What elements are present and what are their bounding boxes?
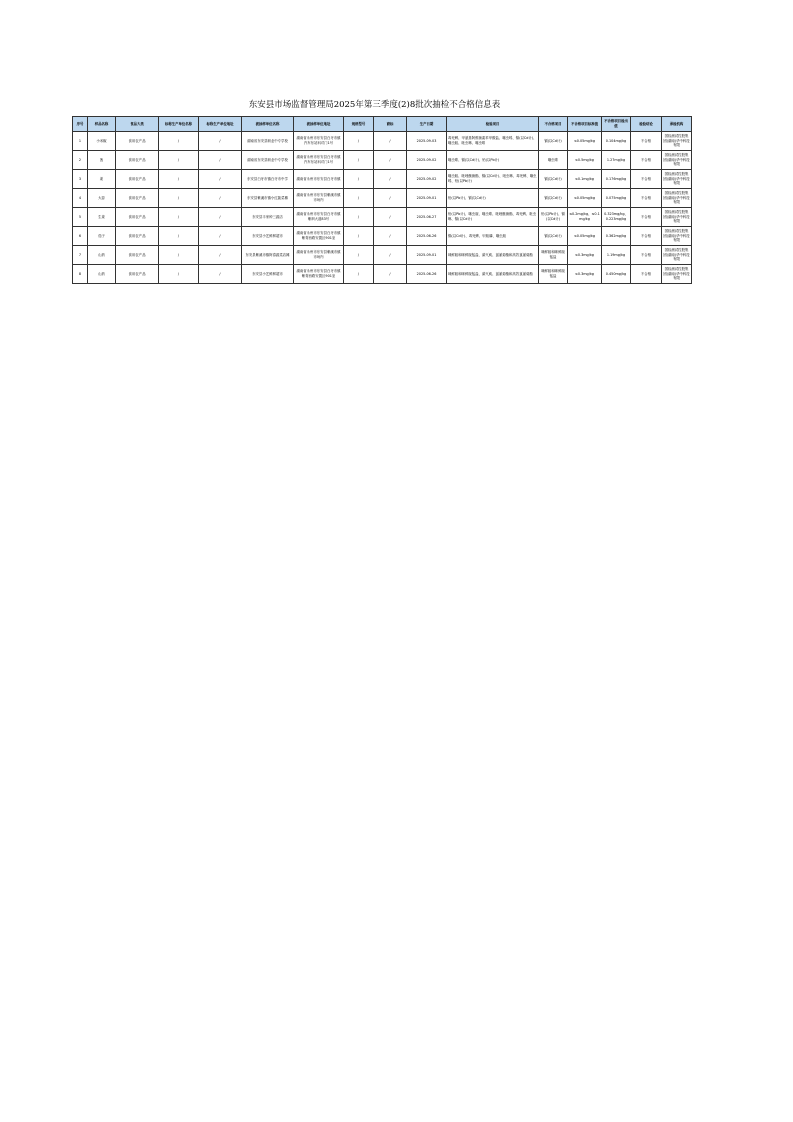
header-cell: 不合格项目标准值 <box>568 117 602 132</box>
header-cell: 标称生产单位名称 <box>159 117 199 132</box>
table-cell: / <box>344 189 374 208</box>
table-cell: ≤0.2mg/kg、≤0.1mg/kg <box>568 208 602 227</box>
table-cell: 0.450mg/kg <box>602 265 631 284</box>
table-cell: 国检测试控股集团(湖南)华中科技有限 <box>662 246 692 265</box>
table-cell: / <box>199 208 242 227</box>
table-cell: 湖南省永州市东安县白牙市镇汽车东站斜对门1号 <box>294 151 344 170</box>
table-cell: 2 <box>73 151 88 170</box>
table-cell: 葱 <box>88 151 116 170</box>
table-row <box>73 265 692 284</box>
table-row <box>73 227 692 246</box>
table-cell: 不合格 <box>631 227 662 246</box>
table-cell: 东安县白牙市镇白牙市中学 <box>242 170 294 189</box>
table-cell: 铅(以Pb计)、噻虫胺、噻虫嗪、吡唑醚菌酯、毒死蜱、吡虫啉、镉(以Cd计) <box>447 208 539 227</box>
page-title: 东安县市场监督管理局2025年第三季度(2)8批次抽检不合格信息表 <box>248 100 501 110</box>
table-cell: 1 <box>73 132 88 151</box>
table-cell: 山药 <box>88 246 116 265</box>
table-cell: 0.176mg/kg <box>602 170 631 189</box>
table-cell: 湖南省东安县职业中专学校 <box>242 151 294 170</box>
table-cell: 咪鲜胺和咪鲜胺锰盐、涕灭威、氯氰菊酯和高效氯氰菊酯 <box>447 246 539 265</box>
table-cell: 生姜 <box>88 208 116 227</box>
table-cell: 东安县紫溪市镇小红蔬菜摊 <box>242 189 294 208</box>
table-row <box>73 189 692 208</box>
table-cell: 6 <box>73 227 88 246</box>
table-cell: 咪鲜胺和咪鲜胺锰盐、涕灭威、氯氰菊酯和高效氯氰菊酯 <box>447 265 539 284</box>
table-cell: 2025-09-02 <box>407 151 447 170</box>
table-cell: 毒死蜱、甲氨基阿维菌素苯甲酸盐、噻虫嗪、镉(以Cd计)、噻虫胺、吡虫啉、噻虫嗪 <box>447 132 539 151</box>
table-cell: / <box>199 265 242 284</box>
table-cell: 2025-09-01 <box>407 246 447 265</box>
table-cell: 0.362mg/kg <box>602 227 631 246</box>
header-cell: 被抽样单位地址 <box>294 117 344 132</box>
table-cell: 镉(以Cd计) <box>539 227 568 246</box>
header-cell: 标称生产单位地址 <box>199 117 242 132</box>
table-cell: 湖南省永州市东安县紫溪市镇市场内 <box>294 189 344 208</box>
table-cell: ≤0.3mg/kg <box>568 246 602 265</box>
table-cell: 8 <box>73 265 88 284</box>
table-cell: / <box>159 170 199 189</box>
table-cell: 国检测试控股集团(湖南)华中科技有限 <box>662 189 692 208</box>
table-cell: ≤0.05mg/kg <box>568 132 602 151</box>
table-cell: 湖南省永州市东安县白牙市镇 <box>294 170 344 189</box>
table-cell: 大蒜 <box>88 189 116 208</box>
table-cell: 国检测试控股集团(湖南)华中科技有限 <box>662 227 692 246</box>
table-cell: / <box>199 132 242 151</box>
table-cell: 4 <box>73 189 88 208</box>
table-cell: / <box>374 208 407 227</box>
table-cell: 食用农产品 <box>116 246 159 265</box>
table-cell: ≤0.1mg/kg <box>568 170 602 189</box>
table-cell: 不合格 <box>631 208 662 227</box>
table-cell: / <box>374 227 407 246</box>
table-cell: / <box>159 265 199 284</box>
table-cell: 镉(以Cd计) <box>539 189 568 208</box>
table-cell: 铅(以Pb计)、镉(以Cd计) <box>447 189 539 208</box>
table-cell: 食用农产品 <box>116 265 159 284</box>
table-cell: 食用农产品 <box>116 132 159 151</box>
table-cell: 铅(以Pb计)、镉(以Cd计) <box>539 208 568 227</box>
inspection-table <box>72 116 692 284</box>
table-cell: / <box>159 227 199 246</box>
table-cell: 不合格 <box>631 189 662 208</box>
table-cell: 噻虫胺、吡唑醚菌酯、镉(以Cd计)、吡虫啉、毒死蜱、噻虫嗪、铅(以Pb计) <box>447 170 539 189</box>
table-cell: 5 <box>73 208 88 227</box>
table-row <box>73 132 692 151</box>
table-cell: / <box>199 151 242 170</box>
table-row <box>73 151 692 170</box>
table-row <box>73 208 692 227</box>
table-cell: 湖南省东安县职业中专学校 <box>242 132 294 151</box>
table-cell: 咪鲜胺和咪鲜胺锰盐 <box>539 265 568 284</box>
table-cell: 2025-09-02 <box>407 170 447 189</box>
table-cell: ≤0.05mg/kg <box>568 189 602 208</box>
table-cell: / <box>199 189 242 208</box>
table-cell: 不合格 <box>631 151 662 170</box>
table-cell: 食用农产品 <box>116 189 159 208</box>
table-cell: 食用农产品 <box>116 227 159 246</box>
table-cell: / <box>159 189 199 208</box>
table-cell: 1.27mg/kg <box>602 151 631 170</box>
table-cell: / <box>199 246 242 265</box>
table-cell: / <box>344 208 374 227</box>
table-cell: 不合格 <box>631 170 662 189</box>
table-cell: 噻虫嗪 <box>539 151 568 170</box>
table-cell: / <box>344 170 374 189</box>
table-cell: 山药 <box>88 265 116 284</box>
table-cell: 噻虫嗪、镉(以Cd计)、铅(以Pb计) <box>447 151 539 170</box>
header-cell: 规格型号 <box>344 117 374 132</box>
table-header-row <box>73 117 692 132</box>
table-cell: 国检测试控股集团(湖南)华中科技有限 <box>662 132 692 151</box>
table-cell: / <box>159 246 199 265</box>
table-cell: 东安县紫溪市镇阿春蔬菜店摊 <box>242 246 294 265</box>
table-cell: / <box>344 246 374 265</box>
table-cell: 3 <box>73 170 88 189</box>
table-cell: 食用农产品 <box>116 151 159 170</box>
table-cell: 东安县丰家种三蔬店 <box>242 208 294 227</box>
header-cell: 不合格项目 <box>539 117 568 132</box>
table-cell: 咪鲜胺和咪鲜胺锰盐 <box>539 246 568 265</box>
header-cell: 样品名称 <box>88 117 116 132</box>
table-cell: 不合格 <box>631 246 662 265</box>
table-cell: 食用农产品 <box>116 170 159 189</box>
table-row <box>73 246 692 265</box>
table-cell: 0.104mg/kg <box>602 132 631 151</box>
header-cell: 承检机构 <box>662 117 692 132</box>
table-cell: 2025-06-26 <box>407 227 447 246</box>
header-cell: 食品大类 <box>116 117 159 132</box>
table-cell: / <box>159 151 199 170</box>
table-cell: 镉(以Cd计) <box>539 132 568 151</box>
table-cell: / <box>199 227 242 246</box>
table-cell: 食用农产品 <box>116 208 159 227</box>
table-cell: 东安县小艺鲜鲜超市 <box>242 227 294 246</box>
table-cell: / <box>374 265 407 284</box>
table-cell: 国检测试控股集团(湖南)华中科技有限 <box>662 170 692 189</box>
table-cell: 国检测试控股集团(湖南)华中科技有限 <box>662 151 692 170</box>
table-cell: 小米椒 <box>88 132 116 151</box>
table-row <box>73 170 692 189</box>
header-cell: 被抽样单位名称 <box>242 117 294 132</box>
table-cell: 2025-06-27 <box>407 208 447 227</box>
table-cell: / <box>199 170 242 189</box>
table-cell: 湖南省永州市东安县白牙市镇紫荆大道83号 <box>294 208 344 227</box>
table-cell: / <box>374 170 407 189</box>
table-cell: 镉(以Cd计) <box>539 170 568 189</box>
table-cell: 1.19mg/kg <box>602 246 631 265</box>
table-cell: 湖南省永州市东安县白牙市镇紫青西路安置区901室 <box>294 265 344 284</box>
table-cell: / <box>374 151 407 170</box>
table-cell: / <box>374 189 407 208</box>
header-cell: 检验项目 <box>447 117 539 132</box>
table-cell: 湖南省永州市东安县白牙市镇汽车东站斜对门1号 <box>294 132 344 151</box>
table-cell: / <box>344 151 374 170</box>
table-cell: 姜 <box>88 170 116 189</box>
table-cell: 2025-09-03 <box>407 132 447 151</box>
table-cell: 2025-06-26 <box>407 265 447 284</box>
table-cell: 0.323mg/kg、0.223mg/kg <box>602 208 631 227</box>
table-cell: ≤0.3mg/kg <box>568 265 602 284</box>
header-cell: 生产日期 <box>407 117 447 132</box>
header-cell: 不合格项目检出值 <box>602 117 631 132</box>
table-cell: 国检测试控股集团(湖南)华中科技有限 <box>662 208 692 227</box>
table-cell: / <box>344 265 374 284</box>
table-cell: / <box>374 132 407 151</box>
table-cell: 湖南省永州市东安县白牙市镇紫青西路安置区901室 <box>294 227 344 246</box>
table-cell: 国检测试控股集团(湖南)华中科技有限 <box>662 265 692 284</box>
table-cell: 镉(以Cd计)、毒死蜱、甲胺磷、噻虫胺 <box>447 227 539 246</box>
table-cell: 湖南省永州市东安县紫溪市镇市场内 <box>294 246 344 265</box>
table-cell: ≤0.05mg/kg <box>568 227 602 246</box>
table-cell: 不合格 <box>631 265 662 284</box>
table-cell: 不合格 <box>631 132 662 151</box>
table-cell: / <box>344 227 374 246</box>
table-cell: 茄子 <box>88 227 116 246</box>
table-cell: / <box>344 132 374 151</box>
table-cell: 东安县小艺鲜鲜超市 <box>242 265 294 284</box>
header-cell: 商标 <box>374 117 407 132</box>
table-cell: / <box>159 132 199 151</box>
table-cell: / <box>159 208 199 227</box>
header-cell: 序号 <box>73 117 88 132</box>
table-cell: / <box>374 246 407 265</box>
table-cell: 2025-09-01 <box>407 189 447 208</box>
table-cell: 7 <box>73 246 88 265</box>
header-cell: 检验结论 <box>631 117 662 132</box>
table-cell: 0.075mg/kg <box>602 189 631 208</box>
table-cell: ≤0.5mg/kg <box>568 151 602 170</box>
